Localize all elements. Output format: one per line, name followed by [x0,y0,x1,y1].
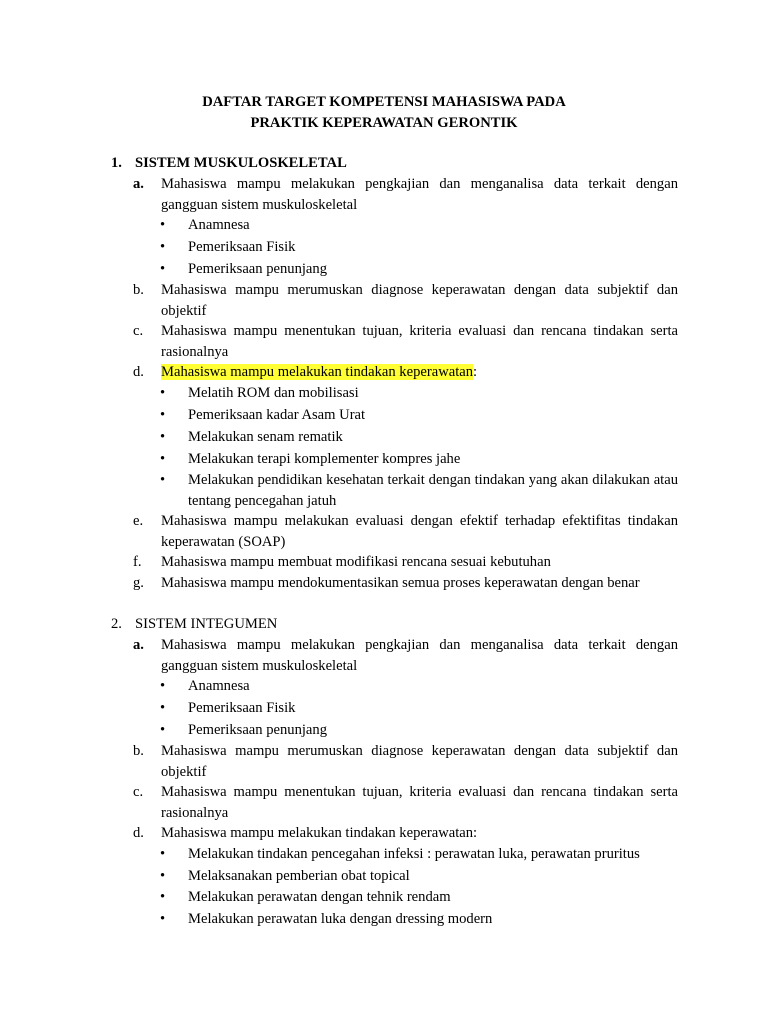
item-marker: b. [133,743,144,759]
bullet-text: Melakukan perawatan dengan tehnik rendam [188,889,451,905]
section-1-heading [111,153,347,173]
bullet-icon: • [160,889,166,905]
item-marker: a. [133,176,144,192]
section-1-d-bullet-5 [160,470,678,511]
bullet-icon: • [160,429,166,445]
bullet-text: Melakukan terapi komplementer kompres jahe [188,451,461,467]
section-1-a-bullet-1 [160,215,678,236]
section-2-d-bullet-3 [160,887,678,908]
section-1-item-b [133,280,678,321]
bullet-text: Melakukan pendidikan kesehatan terkait dengan tindakan yang akan dilakukan atau tentang pencegahan jatuh [188,472,678,509]
item-marker: d. [133,364,144,380]
section-1-d-bullet-2 [160,405,678,426]
section-2-a-bullet-1 [160,676,678,697]
section-1-a-bullet-3 [160,259,678,280]
item-marker: f. [133,554,142,570]
section-1-item-a [133,174,678,215]
section-1-d-bullet-4 [160,449,678,470]
section-1-d-bullet-3 [160,427,678,448]
section-2-d-bullet-4 [160,909,678,930]
section-2-a-bullet-3 [160,720,678,741]
bullet-icon: • [160,722,166,738]
section-2-item-c [133,782,678,823]
bullet-text: Pemeriksaan penunjang [188,722,328,738]
bullet-text: Pemeriksaan penunjang [188,261,328,277]
bullet-icon: • [160,846,166,862]
item-text: Mahasiswa mampu merumuskan diagnose keperawatan dengan data subjektif dan objektif [161,743,678,780]
item-text: Mahasiswa mampu menentukan tujuan, kriteria evaluasi dan rencana tindakan serta rasionalnya [161,323,678,360]
section-2-number: 2. [111,616,122,632]
section-2-d-bullet-1 [160,844,678,865]
bullet-icon: • [160,451,166,467]
bullet-icon: • [160,261,166,277]
item-marker: c. [133,784,144,800]
item-marker: b. [133,282,144,298]
item-text: Mahasiswa mampu mendokumentasikan semua proses keperawatan dengan benar [161,575,640,591]
section-1-item-e [133,511,678,552]
section-1-item-g [133,573,678,594]
section-1-number: 1. [111,155,122,171]
item-text: Mahasiswa mampu melakukan pengkajian dan menganalisa data terkait dengan gangguan sistem muskuloskeletal [161,637,678,674]
bullet-icon: • [160,472,166,488]
bullet-text: Pemeriksaan Fisik [188,239,296,255]
item-marker: a. [133,637,144,653]
bullet-icon: • [160,217,166,233]
document-title-line-1: DAFTAR TARGET KOMPETENSI MAHASISWA PADA [202,94,566,110]
item-text: Mahasiswa mampu membuat modifikasi rencana sesuai kebutuhan [161,554,551,570]
bullet-text: Melaksanakan pemberian obat topical [188,868,410,884]
item-marker: d. [133,825,144,841]
item-text-tail: : [473,364,478,380]
section-2-item-b [133,741,678,782]
bullet-text: Anamnesa [188,217,250,233]
bullet-icon: • [160,700,166,716]
item-marker: c. [133,323,144,339]
item-marker: g. [133,575,144,591]
section-1-item-c [133,321,678,362]
bullet-icon: • [160,385,166,401]
bullet-text: Pemeriksaan Fisik [188,700,296,716]
section-2-item-d [133,823,678,844]
section-1-a-bullet-2 [160,237,678,258]
section-1-title: SISTEM MUSKULOSKELETAL [135,155,347,171]
bullet-icon: • [160,911,166,927]
section-2-title: SISTEM INTEGUMEN [135,616,278,632]
section-2-heading [111,614,277,634]
section-1-d-bullet-1 [160,383,678,404]
item-text: Mahasiswa mampu melakukan evaluasi dengan efektif terhadap efektifitas tindakan keperawatan (SOAP) [161,513,678,550]
bullet-icon: • [160,407,166,423]
bullet-text: Melakukan senam rematik [188,429,343,445]
bullet-text: Melatih ROM dan mobilisasi [188,385,359,401]
highlighted-text: Mahasiswa mampu melakukan tindakan keperawatan [161,364,474,380]
bullet-text: Melakukan perawatan luka dengan dressing modern [188,911,493,927]
bullet-icon: • [160,678,166,694]
item-text: Mahasiswa mampu menentukan tujuan, kriteria evaluasi dan rencana tindakan serta rasionalnya [161,784,678,821]
bullet-icon: • [160,239,166,255]
document-title-line-2: PRAKTIK KEPERAWATAN GERONTIK [250,115,518,131]
bullet-text: Pemeriksaan kadar Asam Urat [188,407,366,423]
item-text [161,362,678,383]
item-marker: e. [133,513,144,529]
section-1-item-d [133,362,678,383]
bullet-text: Anamnesa [188,678,250,694]
section-2-item-a [133,635,678,676]
item-text: Mahasiswa mampu melakukan tindakan keperawatan: [161,825,478,841]
item-text: Mahasiswa mampu merumuskan diagnose keperawatan dengan data subjektif dan objektif [161,282,678,319]
bullet-icon: • [160,868,166,884]
section-1-item-f [133,552,678,573]
section-2-d-bullet-2 [160,866,678,887]
bullet-text: Melakukan tindakan pencegahan infeksi : perawatan luka, perawatan pruritus [188,846,640,862]
section-2-a-bullet-2 [160,698,678,719]
item-text: Mahasiswa mampu melakukan pengkajian dan menganalisa data terkait dengan gangguan sistem muskuloskeletal [161,176,678,213]
